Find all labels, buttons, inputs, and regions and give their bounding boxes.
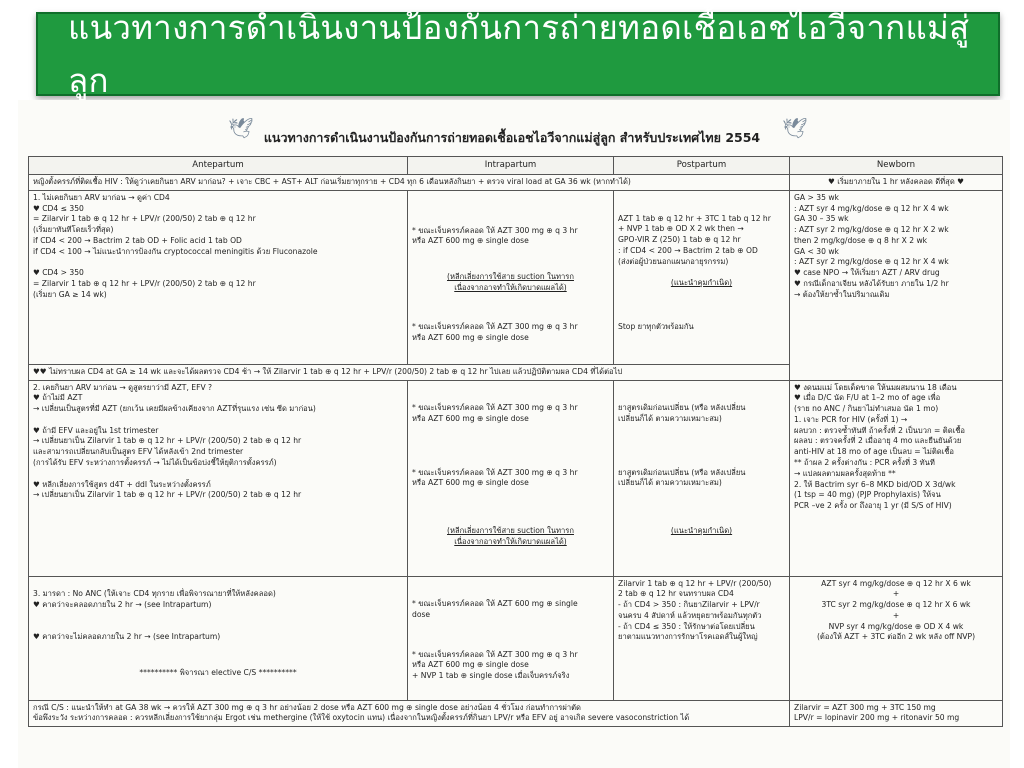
header-postpartum: Postpartum xyxy=(614,157,790,175)
intrapartum-no-anc xyxy=(408,576,614,700)
table-row xyxy=(29,700,1003,727)
newborn-dosing: GA > 35 wk : AZT syr 4 mg/kg/dose ⊕ q 12 hr X 4 wk GA 30 – 35 wk : AZT syr 2 mg/kg/dose ⊕ q 12 hr X 2 wk then 2 mg/kg/dose ⊕ q 8 hr X 2 wk GA < 30 wk : AZT syr 2 mg/kg/dose ⊕ q 12 hr X 4 wk ♥ case NPO → ให้เริ่มยา AZT / ARV drug ♥ กรณีเด็กอาเจียน หลังได้รับยา ภายใน 1/2 hr → ต้องให้ยาซ้ำในปริมาณเดิม xyxy=(790,190,1003,380)
header-newborn: Newborn xyxy=(790,157,1003,175)
elective-cs-note: ********** พิจารณา elective C/S ********** xyxy=(139,668,297,678)
intro-text: หญิงตั้งครรภ์ที่ติดเชื้อ HIV : ให้ดูว่าเคยกินยา ARV มาก่อน? + เจาะ CBC + AST+ ALT ก่อนเริ่มยาทุกราย + CD4 ทุก 6 เดือนหลังกินยา + ตรวจ viral load at GA 36 wk (หากทำได้) xyxy=(29,175,790,191)
postpartum-stop: Stop ยาทุกตัวพร้อมกัน xyxy=(618,321,694,331)
intrapartum-dose-a: * ขณะเจ็บครรภ์คลอด ให้ AZT 300 mg ⊕ q 3 hr หรือ AZT 600 mg ⊕ single dose xyxy=(412,403,578,424)
antepartum-no-anc xyxy=(29,576,408,700)
intrapartum-no-arv xyxy=(408,190,614,364)
unknown-cd4-note: ♥♥ ไม่ทราบผล CD4 at GA ≥ 14 wk และจะได้ผลตรวจ CD4 ช้า → ให้ Zilarvir 1 tab ⊕ q 12 hr + LPV/r (200/50) 2 tab ⊕ q 12 hr ไปเลย แล้วปฏิบัติตามผล CD4 ที่ได้ต่อไป xyxy=(29,364,790,380)
table-row xyxy=(29,190,1003,364)
intrapartum-prior-arv xyxy=(408,380,614,576)
antepartum-prior-arv: 2. เคยกินยา ARV มาก่อน → ดูสูตรยาว่ามี AZT, EFV ? ♥ ถ้าไม่มี AZT → เปลี่ยนเป็นสูตรที่มี AZT (ยกเว้น เคยมีผลข้างเคียงจาก AZTที่รุนแรง เช่น ซีด มาก่อน) ♥ ถ้ามี EFV และอยู่ใน 1st trimester → เปลี่ยนยาเป็น Zilarvir 1 tab ⊕ q 12 hr + LPV/r (200/50) 2 tab ⊕ q 12 hr และสามารถเปลี่ยนกลับเป็นสูตร EFV ได้หลังเข้า 2nd trimester (การได้รับ EFV ระหว่างการตั้งครรภ์ → ไม่ได้เป็นข้อบ่งชี้ให้ยุติการตั้งครรภ์) ♥ หลีกเลี่ยงการใช้สูตร d4T + ddI ในระหว่างตั้งครรภ์ → เปลี่ยนยาเป็น Zilarvir 1 tab ⊕ q 12 hr + LPV/r (200/50) 2 tab ⊕ q 12 hr xyxy=(29,380,408,576)
slide-title-banner xyxy=(36,8,1000,100)
newborn-intro: ♥ เริ่มยาภายใน 1 hr หลังคลอด ดีที่สุด ♥ xyxy=(790,175,1003,191)
intrapartum-dose-b: * ขณะเจ็บครรภ์คลอด ให้ AZT 300 mg ⊕ q 3 hr หรือ AZT 600 mg ⊕ single dose xyxy=(412,467,578,488)
intrapartum-dose-a: * ขณะเจ็บครรภ์คลอด ให้ AZT 600 mg ⊕ single dose xyxy=(412,599,578,620)
intrapartum-suction-note: (หลีกเลี่ยงการใช้สาย suction ในทารก เนื่องจากอาจทำให้เกิดบาดแผลได้) xyxy=(447,526,574,546)
intrapartum-dose-a: * ขณะเจ็บครรภ์คลอด ให้ AZT 300 mg ⊕ q 3 hr หรือ AZT 600 mg ⊕ single dose xyxy=(412,225,578,246)
table-header-row xyxy=(29,157,1003,175)
newborn-no-anc: AZT syr 4 mg/kg/dose ⊕ q 12 hr X 6 wk + 3TC syr 2 mg/kg/dose ⊕ q 12 hr X 6 wk + NVP syr 4 mg/kg/dose ⊕ OD X 4 wk (ต้องให้ AZT + 3TC ต่ออีก 2 wk หลัง off NVP) xyxy=(790,576,1003,700)
intrapartum-suction-note: (หลีกเลี่ยงการใช้สาย suction ในทารก เนื่องจากอาจทำให้เกิดบาดแผลได้) xyxy=(447,271,574,292)
table-row xyxy=(29,175,1003,191)
guideline-table xyxy=(28,156,1003,727)
bird-decoration-icon: 🕊 xyxy=(228,116,254,140)
postpartum-prior-arv xyxy=(614,380,790,576)
postpartum-contraception-note: (แนะนำคุมกำเนิด) xyxy=(670,278,733,288)
bird-decoration-icon: 🕊 xyxy=(782,116,808,140)
header-antepartum: Antepartum xyxy=(29,157,408,175)
postpartum-no-arv xyxy=(614,190,790,364)
newborn-followup: ♥ งดนมแม่ โดยเด็ดขาด ให้นมผสมนาน 18 เดือน ♥ เมื่อ D/C นัด F/U at 1–2 mo of age เพื่อ (ราย no ANC / กินยาไม่ทำเสมอ นัด 1 mo) 1. เจาะ PCR for HIV (ครั้งที่ 1) → ผลบวก : ตรวจซ้ำทันที ถ้าครั้งที่ 2 เป็นบวก = ติดเชื้อ ผลลบ : ตรวจครั้งที่ 2 เมื่ออายุ 4 mo และยืนยันด้วย anti-HIV at 18 mo of age เป็นลบ = ไม่ติดเชื้อ ** ถ้าผล 2 ครั้งต่างกัน : PCR ครั้งที่ 3 ทันที → แปลผลตามผลครั้งสุดท้าย ** 2. ให้ Bactrim syr 6–8 MKD bid/OD X 3d/wk (1 tsp = 40 mg) (PJP Prophylaxis) ให้จน PCR –ve 2 ครั้ง or ถึงอายุ 1 yr (มี S/S of HIV) xyxy=(790,380,1003,576)
postpartum-regimen-b: ยาสูตรเดิมก่อนเปลี่ยน (หรือ หลังเปลี่ยน เปลี่ยนก็ได้ ตามความเหมาะสม) xyxy=(618,467,746,488)
postpartum-regimen-a: ยาสูตรเดิมก่อนเปลี่ยน (หรือ หลังเปลี่ยน เปลี่ยนก็ได้ ตามความเหมาะสม) xyxy=(618,403,746,424)
postpartum-no-anc: Zilarvir 1 tab ⊕ q 12 hr + LPV/r (200/50) 2 tab ⊕ q 12 hr จนทราบผล CD4 - ถ้า CD4 > 350 : กินยาZilarvir + LPV/r จนครบ 4 สัปดาห์ แล้วหยุดยาพร้อมกันทุกตัว - ถ้า CD4 ≤ 350 : ให้รักษาต่อโดยเปลี่ยน ยาตามแนวทางการรักษาโรคเอดส์ในผู้ใหญ่ xyxy=(614,576,790,700)
cs-precautions: กรณี C/S : แนะนำให้ทำ at GA 38 wk → ควรให้ AZT 300 mg ⊕ q 3 hr อย่างน้อย 2 dose หรือ AZT 600 mg ⊕ single dose อย่างน้อย 4 ชั่วโมง ก่อนทำการผ่าตัด ข้อพึงระวัง ระหว่างการคลอด : ควรหลีกเลี่ยงการใช้ยากลุ่ม Ergot เช่น methergine (ให้ใช้ oxytocin แทน) เนื่องจากในหญิงตั้งครรภ์ที่กินยา LPV/r หรือ EFV อยู่ อาจเกิด severe vasoconstriction ได้ xyxy=(29,700,790,727)
intrapartum-dose-b: * ขณะเจ็บครรภ์คลอด ให้ AZT 300 mg ⊕ q 3 hr หรือ AZT 600 mg ⊕ single dose + NVP 1 tab ⊕ single dose เมื่อเจ็บครรภ์จริง xyxy=(412,649,578,681)
no-anc-text: 3. มารดา : No ANC (ให้เจาะ CD4 ทุกราย เพื่อพิจารณายาที่ให้หลังคลอด) ♥ คาดว่าจะคลอดภายใน 2 hr → (see Intrapartum) ♥ คาดว่าจะไม่คลอดภายใน 2 hr → (see Intrapartum) xyxy=(33,589,276,642)
document-title: แนวทางการดำเนินงานป้องกันการถ่ายทอดเชื้อเอชไอวีจากแม่สู่ลูก สำหรับประเทศไทย 2554 xyxy=(263,130,761,145)
table-row xyxy=(29,380,1003,576)
header-intrapartum: Intrapartum xyxy=(408,157,614,175)
antepartum-no-arv: 1. ไม่เคยกินยา ARV มาก่อน → ดูค่า CD4 ♥ CD4 ≤ 350 = Zilarvir 1 tab ⊕ q 12 hr + LPV/r (200/50) 2 tab ⊕ q 12 hr (เริ่มยาทันทีโดยเร็วที่สุด) if CD4 < 200 → Bactrim 2 tab OD + Folic acid 1 tab OD if CD4 < 100 → ไม่แนะนำการป้องกัน cryptococcal meningitis ด้วย Fluconazole ♥ CD4 > 350 = Zilarvir 1 tab ⊕ q 12 hr + LPV/r (200/50) 2 tab ⊕ q 12 hr (เริ่มยา GA ≥ 14 wk) xyxy=(29,190,408,364)
intrapartum-dose-b: * ขณะเจ็บครรภ์คลอด ให้ AZT 300 mg ⊕ q 3 hr หรือ AZT 600 mg ⊕ single dose xyxy=(412,322,578,343)
slide-title: แนวทางการดำเนินงานป้องกันการถ่ายทอดเชื้อเอชไอวีจากแม่สู่ลูก xyxy=(68,8,970,100)
table-row xyxy=(29,576,1003,700)
drug-abbreviations: Zilarvir = AZT 300 mg + 3TC 150 mg LPV/r = lopinavir 200 mg + ritonavir 50 mg xyxy=(790,700,1003,727)
postpartum-regimen: AZT 1 tab ⊕ q 12 hr + 3TC 1 tab q 12 hr + NVP 1 tab ⊕ OD X 2 wk then → GPO-VIR Z (250) 1 tab ⊕ q 12 hr : if CD4 < 200 → Bactrim 2 tab ⊕ OD (ส่งต่อผู้ป่วยนอกแผนกอายุรกรรม) xyxy=(618,213,771,266)
postpartum-contraception-note: (แนะนำคุมกำเนิด) xyxy=(670,526,733,536)
